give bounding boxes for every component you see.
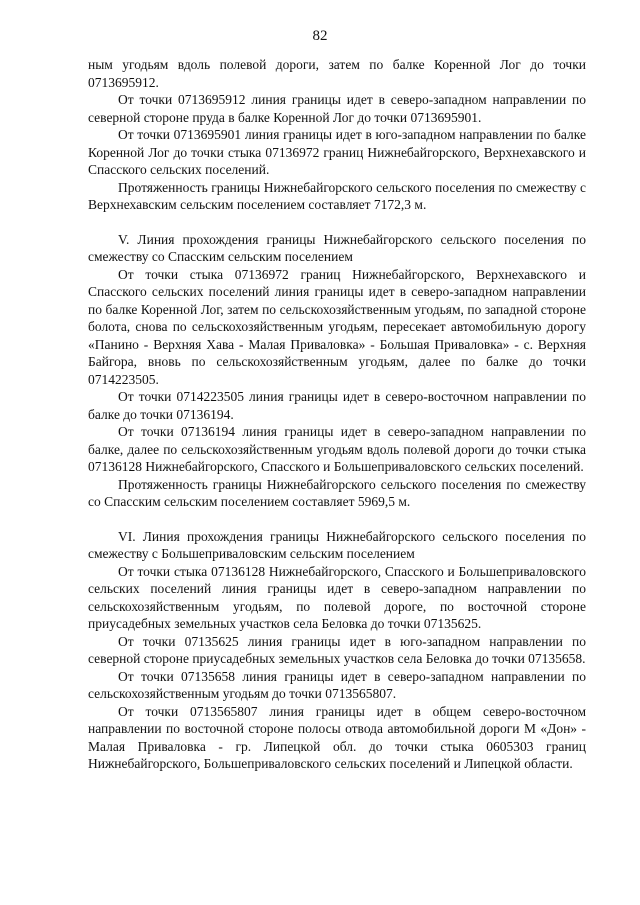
paragraph: От точки стыка 07136128 Нижнебайгорского, Спасского и Большеприваловского сельских поселений линия границы идет в северо-западном направлении по сельскохозяйственным угодьям, по полевой дороге, по восточной стороне приусадебных земельных участков села Беловка до точки 07135625.	[88, 563, 586, 631]
paragraph-continuation: ным угодьям вдоль полевой дороги, затем по балке Коренной Лог до точки 0713695912.	[88, 57, 586, 90]
section-heading: V. Линия прохождения границы Нижнебайгорского сельского поселения по смежеству со Спасским сельским поселением	[88, 231, 586, 264]
paragraph: Протяженность границы Нижнебайгорского сельского поселения по смежеству с Верхнехавским сельским поселением составляет 7172,3 м.	[88, 179, 586, 212]
paragraph: От точки 0713695901 линия границы идет в юго-западном направлении по балке Коренной Лог до точки стыка 07136972 границ Нижнебайгорского, Верхнехавского и Спасского сельских поселений.	[88, 127, 586, 177]
document-body	[88, 56, 586, 773]
paragraph: От точки 07135658 линия границы идет в северо-западном направлении по сельскохозяйственным угодьям до точки 0713565807.	[88, 668, 586, 701]
paragraph: От точки стыка 07136972 границ Нижнебайгорского, Верхнехавского и Спасского сельских поселений линия границы идет в северо-западном направлении по балке Коренной Лог, затем по сельскохозяйственным угодьям, по западной стороне болота, снова по сельскохозяйственным угодьям, пересекает автомобильную дорогу «Панино - Верхняя Хава - Малая Приваловка» - Большая Приваловка» - с. Верхняя Байгора, вновь по сельскохозяйственным угодьям, далее по балке до точки 0714223505.	[88, 266, 586, 387]
paragraph: От точки 0713695912 линия границы идет в северо-западном направлении по северной стороне пруда в балке Коренной Лог до точки 0713695901.	[88, 92, 586, 125]
paragraph: Протяженность границы Нижнебайгорского сельского поселения по смежеству со Спасским сельским поселением составляет 5969,5 м.	[88, 476, 586, 509]
paragraph: От точки 07135625 линия границы идет в юго-западном направлении по северной стороне приусадебных земельных участков села Беловка до точки 07135658.	[88, 633, 586, 666]
paragraph: От точки 0714223505 линия границы идет в северо-восточном направлении по балке до точки 07136194.	[88, 389, 586, 422]
paragraph: От точки 0713565807 линия границы идет в общем северо-восточном направлении по восточной стороне полосы отвода автомобильной дороги М «Дон» - Малая Приваловка - гр. Липецкой обл. до точки стыка 0605303 границ Нижнебайгорского, Большеприваловского сельских поселений и Липецкой области.	[88, 703, 586, 771]
paragraph: От точки 07136194 линия границы идет в северо-западном направлении по балке, далее по сельскохозяйственным угодьям вдоль полевой дороги до точки стыка 07136128 Нижнебайгорского, Спасского и Большеприваловского сельских поселений.	[88, 424, 586, 474]
section-heading: VI. Линия прохождения границы Нижнебайгорского сельского поселения по смежеству с Большеприваловским сельским поселением	[88, 528, 586, 561]
page-number: 82	[312, 28, 328, 44]
